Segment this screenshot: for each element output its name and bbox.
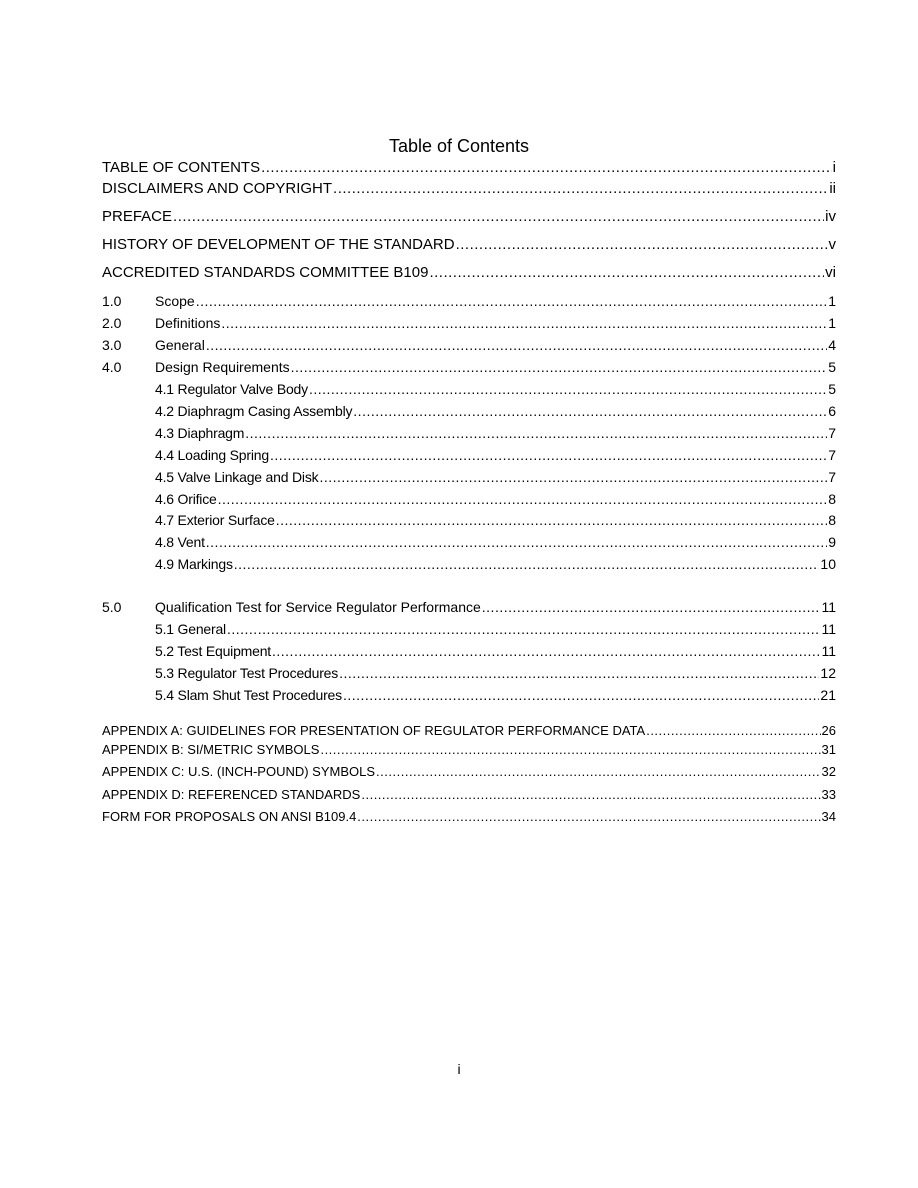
toc-page-number: 12	[820, 665, 836, 681]
toc-subsection-5-3[interactable]	[155, 663, 836, 683]
toc-section-2[interactable]	[102, 313, 836, 333]
toc-entry-label: APPENDIX A: GUIDELINES FOR PRESENTATION OF REGULATOR PERFORMANCE DATA	[102, 723, 646, 738]
dot-leader	[319, 467, 827, 487]
toc-page-number: i	[832, 159, 836, 176]
dot-leader	[646, 721, 820, 741]
dot-leader	[357, 807, 820, 827]
dot-leader	[343, 685, 819, 705]
toc-page-number: 9	[828, 534, 836, 550]
toc-page-number: 5	[828, 381, 836, 397]
dot-leader	[376, 762, 820, 782]
toc-page-number: 1	[828, 293, 836, 309]
page-number-footer: i	[457, 1061, 461, 1077]
section-number: 4.0	[102, 359, 122, 375]
toc-page-number: 26	[821, 723, 836, 738]
section-number: 5.0	[102, 599, 122, 615]
toc-entry-label: 4.1 Regulator Valve Body	[155, 381, 308, 397]
toc-entry-label: 4.9 Markings	[155, 556, 233, 572]
toc-entry-preface[interactable]	[102, 207, 836, 227]
toc-page-number: 8	[828, 491, 836, 507]
dot-leader	[333, 179, 828, 199]
toc-entry-label: General	[155, 337, 205, 353]
toc-entry-label: 4.5 Valve Linkage and Disk	[155, 469, 319, 485]
dot-leader	[245, 423, 827, 443]
toc-subsection-4-8[interactable]	[155, 532, 836, 552]
toc-page-number: iv	[825, 208, 836, 225]
dot-leader	[320, 740, 820, 760]
toc-entry-label: APPENDIX D: REFERENCED STANDARDS	[102, 787, 361, 802]
toc-entry-label: 4.2 Diaphragm Casing Assembly	[155, 403, 353, 419]
dot-leader	[353, 401, 827, 421]
toc-section-4[interactable]	[102, 357, 836, 377]
toc-page-number: vi	[825, 264, 836, 281]
toc-page-number: 11	[821, 599, 836, 615]
toc-page-number: 32	[821, 764, 836, 779]
toc-subsection-4-2[interactable]	[155, 401, 836, 421]
toc-section-5[interactable]	[102, 597, 836, 617]
toc-page-number: 34	[821, 809, 836, 824]
dot-leader	[206, 335, 827, 355]
page-title: Table of Contents	[388, 136, 530, 156]
toc-section-1[interactable]	[102, 291, 836, 311]
toc-page-number: 7	[828, 469, 836, 485]
dot-leader	[227, 619, 820, 639]
toc-entry-label: 4.6 Orifice	[155, 491, 217, 507]
section-number: 1.0	[102, 293, 122, 309]
toc-entry-label: TABLE OF CONTENTS	[102, 159, 261, 176]
dot-leader	[276, 510, 827, 530]
dot-leader	[206, 532, 827, 552]
dot-leader	[361, 785, 820, 805]
toc-appendix-c[interactable]	[102, 762, 836, 782]
dot-leader	[482, 597, 821, 617]
toc-subsection-5-1[interactable]	[155, 619, 836, 639]
toc-entry-history[interactable]	[102, 235, 836, 255]
toc-entry-label: 5.1 General	[155, 621, 226, 637]
dot-leader	[291, 357, 828, 377]
toc-appendix-a[interactable]	[102, 721, 836, 741]
dot-leader	[429, 263, 824, 283]
toc-subsection-4-7[interactable]	[155, 510, 836, 530]
toc-entry-label: 4.3 Diaphragm	[155, 425, 245, 441]
toc-subsection-5-2[interactable]	[155, 641, 836, 661]
toc-appendix-d[interactable]	[102, 785, 836, 805]
toc-page-number: 31	[821, 742, 836, 757]
toc-appendix-b[interactable]	[102, 740, 836, 760]
dot-leader	[234, 554, 820, 574]
dot-leader	[218, 489, 828, 509]
toc-entry-label: APPENDIX C: U.S. (INCH-POUND) SYMBOLS	[102, 764, 376, 779]
toc-entry-label: PREFACE	[102, 208, 173, 225]
toc-entry-label: Definitions	[155, 315, 221, 331]
toc-page-number: 4	[828, 337, 836, 353]
toc-subsection-4-4[interactable]	[155, 445, 836, 465]
toc-entry-label: FORM FOR PROPOSALS ON ANSI B109.4	[102, 809, 357, 824]
toc-page-number: 7	[828, 447, 836, 463]
dot-leader	[270, 445, 827, 465]
toc-page-number: 21	[820, 687, 836, 703]
toc-page-number: 8	[828, 512, 836, 528]
toc-entry-label: Design Requirements	[155, 359, 290, 375]
section-number: 3.0	[102, 337, 122, 353]
toc-subsection-4-6[interactable]	[155, 489, 836, 509]
toc-entry-label: Scope	[155, 293, 195, 309]
toc-entry-table-of-contents[interactable]	[102, 158, 836, 178]
toc-proposal-form[interactable]	[102, 807, 836, 827]
toc-entry-label: 5.4 Slam Shut Test Procedures	[155, 687, 342, 703]
dot-leader	[456, 235, 828, 255]
toc-subsection-4-9[interactable]	[155, 554, 836, 574]
dot-leader	[261, 158, 832, 178]
dot-leader	[173, 207, 824, 227]
toc-entry-committee[interactable]	[102, 263, 836, 283]
dot-leader	[272, 641, 820, 661]
toc-entry-disclaimers[interactable]	[102, 179, 836, 199]
toc-page-number: 33	[821, 787, 836, 802]
toc-entry-label: 4.7 Exterior Surface	[155, 512, 275, 528]
dot-leader	[339, 663, 819, 683]
toc-page-number: 1	[828, 315, 836, 331]
toc-page-number: 5	[828, 359, 836, 375]
toc-page-number: 6	[828, 403, 836, 419]
toc-entry-label: 5.2 Test Equipment	[155, 643, 271, 659]
toc-subsection-4-5[interactable]	[155, 467, 836, 487]
dot-leader	[196, 291, 828, 311]
toc-entry-label: ACCREDITED STANDARDS COMMITTEE B109	[102, 264, 429, 281]
toc-subsection-4-3[interactable]	[155, 423, 836, 443]
toc-entry-label: 4.4 Loading Spring	[155, 447, 269, 463]
toc-subsection-5-4[interactable]	[155, 685, 836, 705]
toc-page-number: 11	[821, 643, 836, 659]
toc-entry-label: APPENDIX B: SI/METRIC SYMBOLS	[102, 742, 320, 757]
toc-entry-label: 5.3 Regulator Test Procedures	[155, 665, 339, 681]
toc-entry-label: 4.8 Vent	[155, 534, 205, 550]
section-number: 2.0	[102, 315, 122, 331]
dot-leader	[309, 379, 827, 399]
toc-section-3[interactable]	[102, 335, 836, 355]
toc-page-number: 7	[828, 425, 836, 441]
toc-page-number: 11	[821, 621, 836, 637]
toc-page-number: ii	[829, 180, 836, 197]
toc-page-number: v	[828, 236, 836, 253]
dot-leader	[221, 313, 827, 333]
toc-page-number: 10	[820, 556, 836, 572]
toc-entry-label: DISCLAIMERS AND COPYRIGHT	[102, 180, 333, 197]
toc-subsection-4-1[interactable]	[155, 379, 836, 399]
toc-entry-label: HISTORY OF DEVELOPMENT OF THE STANDARD	[102, 236, 455, 253]
toc-entry-label: Qualification Test for Service Regulator Performance	[155, 599, 481, 615]
